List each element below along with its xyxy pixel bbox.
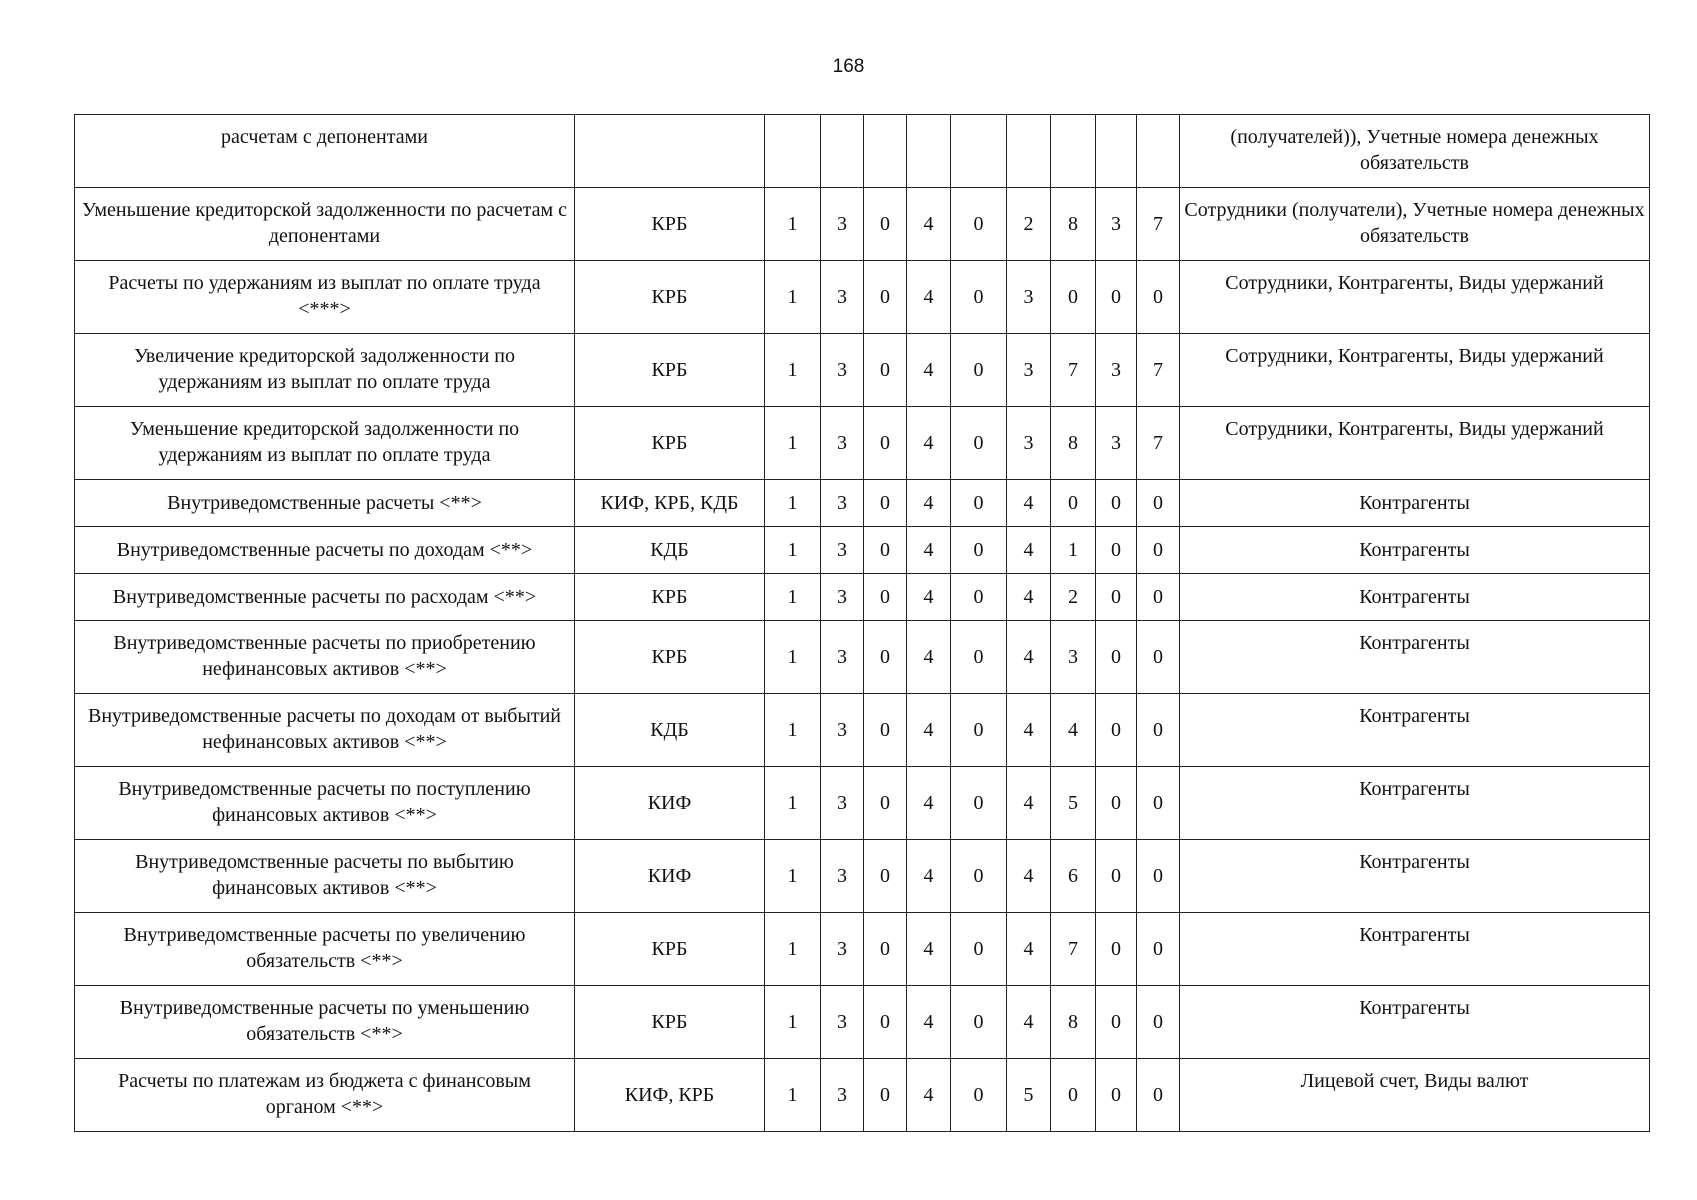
account-digit-cell: 0 [1137,574,1180,621]
account-digit-cell: 0 [1096,840,1137,913]
table-row [75,115,1650,188]
analytics-cell: Контрагенты [1180,574,1650,621]
table-row [75,480,1650,527]
account-digit-cell: 0 [1096,480,1137,527]
account-digit-cell [1007,115,1051,188]
analytics-cell: Сотрудники (получатели), Учетные номера денежных обязательств [1180,188,1650,261]
account-digit-cell: 0 [1096,913,1137,986]
account-digit-cell: 4 [907,334,951,407]
account-digit-cell: 0 [864,527,907,574]
account-digit-cell: 3 [821,407,864,480]
account-name-cell: Расчеты по платежам из бюджета с финансовым органом <**> [75,1059,575,1132]
account-digit-cell: 0 [1096,986,1137,1059]
account-name-cell: Внутриведомственные расчеты по приобретению нефинансовых активов <**> [75,621,575,694]
account-digit-cell: 0 [1137,913,1180,986]
account-digit-cell: 0 [1137,1059,1180,1132]
account-digit-cell: 4 [907,767,951,840]
account-digit-cell: 0 [864,767,907,840]
analytics-cell: Сотрудники, Контрагенты, Виды удержаний [1180,334,1650,407]
account-digit-cell: 8 [1051,188,1096,261]
account-digit-cell: 0 [951,621,1007,694]
account-digit-cell: 0 [1096,574,1137,621]
account-digit-cell: 0 [1096,694,1137,767]
account-digit-cell: 0 [1096,767,1137,840]
account-digit-cell: 3 [1096,188,1137,261]
account-digit-cell: 8 [1051,407,1096,480]
account-digit-cell: 0 [951,986,1007,1059]
account-digit-cell: 0 [864,574,907,621]
account-digit-cell: 3 [821,334,864,407]
table-row [75,334,1650,407]
account-digit-cell: 4 [907,694,951,767]
account-digit-cell: 1 [765,407,821,480]
account-digit-cell: 0 [864,480,907,527]
table-row [75,767,1650,840]
account-digit-cell: 0 [1051,1059,1096,1132]
analytics-cell: Контрагенты [1180,986,1650,1059]
account-digit-cell: 4 [907,621,951,694]
account-digit-cell: 0 [864,694,907,767]
account-digit-cell: 4 [1007,840,1051,913]
table-row [75,574,1650,621]
account-digit-cell [864,115,907,188]
account-digit-cell: 4 [907,840,951,913]
account-digit-cell: 4 [1007,574,1051,621]
account-digit-cell [951,115,1007,188]
account-digit-cell [1051,115,1096,188]
account-digit-cell: 0 [1051,261,1096,334]
account-digit-cell: 3 [1096,407,1137,480]
account-digit-cell: 1 [765,913,821,986]
account-digit-cell: 4 [1007,621,1051,694]
account-digit-cell: 0 [1096,621,1137,694]
account-digit-cell [821,115,864,188]
account-digit-cell: 5 [1007,1059,1051,1132]
account-digit-cell: 0 [951,188,1007,261]
account-digit-cell: 3 [821,694,864,767]
account-digit-cell: 0 [1137,840,1180,913]
account-digit-cell: 7 [1137,334,1180,407]
account-digit-cell: 4 [907,574,951,621]
account-digit-cell: 0 [864,986,907,1059]
account-digit-cell: 7 [1137,407,1180,480]
kbk-cell: КРБ [575,334,765,407]
account-digit-cell: 0 [1137,261,1180,334]
kbk-cell: КРБ [575,986,765,1059]
analytics-cell: Сотрудники, Контрагенты, Виды удержаний [1180,407,1650,480]
account-digit-cell: 7 [1137,188,1180,261]
account-digit-cell: 1 [1051,527,1096,574]
analytics-cell: Сотрудники, Контрагенты, Виды удержаний [1180,261,1650,334]
kbk-cell [575,115,765,188]
account-digit-cell: 3 [1007,261,1051,334]
kbk-cell: КДБ [575,694,765,767]
account-digit-cell: 8 [1051,986,1096,1059]
kbk-cell: КИФ [575,767,765,840]
account-digit-cell: 0 [951,527,1007,574]
table-row [75,840,1650,913]
kbk-cell: КРБ [575,407,765,480]
account-digit-cell: 0 [951,407,1007,480]
account-digit-cell: 0 [951,334,1007,407]
account-digit-cell: 3 [821,261,864,334]
account-digit-cell: 0 [1137,694,1180,767]
table-row [75,407,1650,480]
analytics-cell: Контрагенты [1180,694,1650,767]
account-name-cell: Внутриведомственные расчеты по доходам <**> [75,527,575,574]
account-digit-cell: 0 [1137,986,1180,1059]
account-digit-cell: 7 [1051,334,1096,407]
account-digit-cell: 0 [864,407,907,480]
table-row [75,621,1650,694]
account-digit-cell: 0 [951,574,1007,621]
analytics-cell: (получателей)), Учетные номера денежных обязательств [1180,115,1650,188]
account-digit-cell: 4 [1051,694,1096,767]
account-digit-cell: 3 [821,913,864,986]
account-digit-cell: 1 [765,1059,821,1132]
analytics-cell: Контрагенты [1180,621,1650,694]
table-row [75,1059,1650,1132]
account-digit-cell: 0 [1137,480,1180,527]
account-digit-cell: 1 [765,527,821,574]
account-digit-cell: 3 [821,527,864,574]
analytics-cell: Лицевой счет, Виды валют [1180,1059,1650,1132]
account-digit-cell: 0 [951,261,1007,334]
account-name-cell: Внутриведомственные расчеты по расходам <**> [75,574,575,621]
account-digit-cell: 0 [1096,1059,1137,1132]
account-digit-cell: 4 [1007,913,1051,986]
account-digit-cell: 0 [1096,261,1137,334]
account-digit-cell [765,115,821,188]
account-digit-cell: 1 [765,574,821,621]
account-digit-cell [1137,115,1180,188]
account-digit-cell: 0 [864,1059,907,1132]
account-name-cell: Расчеты по удержаниям из выплат по оплате труда <***> [75,261,575,334]
kbk-cell: КРБ [575,574,765,621]
table-row [75,913,1650,986]
accounts-table [74,114,1650,1132]
kbk-cell: КРБ [575,621,765,694]
account-digit-cell: 3 [821,986,864,1059]
account-digit-cell: 1 [765,188,821,261]
account-digit-cell: 1 [765,261,821,334]
account-digit-cell: 0 [951,480,1007,527]
account-digit-cell: 3 [821,767,864,840]
account-digit-cell: 0 [1137,527,1180,574]
account-digit-cell: 4 [907,527,951,574]
account-digit-cell: 4 [907,480,951,527]
kbk-cell: КДБ [575,527,765,574]
account-digit-cell: 0 [1051,480,1096,527]
account-digit-cell: 1 [765,694,821,767]
kbk-cell: КИФ, КРБ [575,1059,765,1132]
account-digit-cell: 0 [951,1059,1007,1132]
account-digit-cell: 4 [1007,986,1051,1059]
account-digit-cell: 1 [765,334,821,407]
account-name-cell: Увеличение кредиторской задолженности по удержаниям из выплат по оплате труда [75,334,575,407]
account-digit-cell: 3 [821,1059,864,1132]
account-digit-cell: 0 [951,694,1007,767]
account-digit-cell: 6 [1051,840,1096,913]
account-digit-cell: 4 [907,913,951,986]
account-digit-cell: 0 [1137,767,1180,840]
account-digit-cell: 2 [1051,574,1096,621]
account-digit-cell: 0 [951,913,1007,986]
account-digit-cell: 3 [1096,334,1137,407]
account-digit-cell: 0 [864,188,907,261]
account-digit-cell: 0 [951,767,1007,840]
account-digit-cell: 3 [821,574,864,621]
table-row [75,261,1650,334]
kbk-cell: КИФ, КРБ, КДБ [575,480,765,527]
account-digit-cell: 4 [907,407,951,480]
account-digit-cell: 0 [864,261,907,334]
account-digit-cell: 1 [765,480,821,527]
account-digit-cell: 0 [864,334,907,407]
account-name-cell: Внутриведомственные расчеты по выбытию финансовых активов <**> [75,840,575,913]
account-digit-cell: 3 [821,188,864,261]
account-digit-cell: 2 [1007,188,1051,261]
account-digit-cell: 0 [864,913,907,986]
account-digit-cell: 7 [1051,913,1096,986]
account-digit-cell: 4 [1007,480,1051,527]
account-digit-cell: 4 [1007,694,1051,767]
account-name-cell: Внутриведомственные расчеты по увеличению обязательств <**> [75,913,575,986]
account-digit-cell: 4 [1007,527,1051,574]
account-digit-cell: 4 [907,188,951,261]
account-digit-cell: 4 [907,1059,951,1132]
table-row [75,694,1650,767]
table-row [75,986,1650,1059]
page-number: 168 [832,56,865,77]
account-digit-cell: 0 [1096,527,1137,574]
account-name-cell: Уменьшение кредиторской задолженности по удержаниям из выплат по оплате труда [75,407,575,480]
analytics-cell: Контрагенты [1180,480,1650,527]
account-digit-cell: 1 [765,986,821,1059]
kbk-cell: КРБ [575,188,765,261]
account-digit-cell: 4 [907,261,951,334]
account-digit-cell: 4 [907,986,951,1059]
account-name-cell: расчетам с депонентами [75,115,575,188]
account-digit-cell: 3 [1007,407,1051,480]
analytics-cell: Контрагенты [1180,913,1650,986]
account-digit-cell: 0 [951,840,1007,913]
account-digit-cell: 3 [821,621,864,694]
kbk-cell: КРБ [575,261,765,334]
analytics-cell: Контрагенты [1180,767,1650,840]
account-name-cell: Внутриведомственные расчеты <**> [75,480,575,527]
account-digit-cell: 1 [765,767,821,840]
account-digit-cell: 3 [821,480,864,527]
account-digit-cell: 3 [821,840,864,913]
account-digit-cell: 0 [864,840,907,913]
account-digit-cell: 1 [765,621,821,694]
account-digit-cell [1096,115,1137,188]
account-digit-cell: 5 [1051,767,1096,840]
account-name-cell: Внутриведомственные расчеты по доходам от выбытий нефинансовых активов <**> [75,694,575,767]
account-digit-cell: 3 [1007,334,1051,407]
kbk-cell: КРБ [575,913,765,986]
table-row [75,527,1650,574]
analytics-cell: Контрагенты [1180,840,1650,913]
account-digit-cell: 3 [1051,621,1096,694]
account-digit-cell: 0 [1137,621,1180,694]
table-row [75,188,1650,261]
account-digit-cell [907,115,951,188]
account-digit-cell: 4 [1007,767,1051,840]
account-digit-cell: 1 [765,840,821,913]
account-digit-cell: 0 [864,621,907,694]
account-name-cell: Внутриведомственные расчеты по уменьшению обязательств <**> [75,986,575,1059]
account-name-cell: Уменьшение кредиторской задолженности по расчетам с депонентами [75,188,575,261]
analytics-cell: Контрагенты [1180,527,1650,574]
account-name-cell: Внутриведомственные расчеты по поступлению финансовых активов <**> [75,767,575,840]
kbk-cell: КИФ [575,840,765,913]
